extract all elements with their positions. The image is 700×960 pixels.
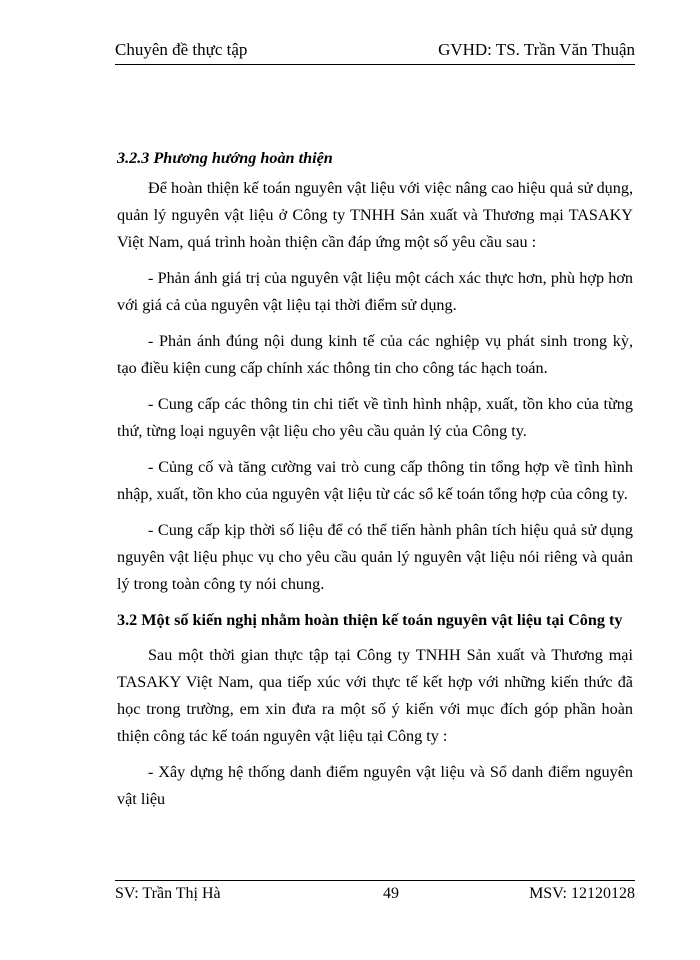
paragraph: - Cung cấp kịp thời số liệu để có thể tiến hành phân tích hiệu quả sử dụng nguyên vật liệu phục vụ cho yêu cầu quản lý nguyên vật liệu nói riêng và quản lý trong toàn công ty nói chung. — [117, 521, 633, 593]
footer-student-name: SV: Trần Thị Hà — [115, 885, 221, 902]
page-number: 49 — [383, 885, 399, 902]
paragraph: - Xây dựng hệ thống danh điểm nguyên vật liệu và Sổ danh điểm nguyên vật liệu — [117, 763, 633, 808]
paragraph: Để hoàn thiện kế toán nguyên vật liệu với việc nâng cao hiệu quả sử dụng, quản lý nguyên vật liệu ở Công ty TNHH Sản xuất và Thương mại TASAKY Việt Nam, quá trình hoàn thiện cần đáp ứng một số yêu cầu sau : — [117, 179, 633, 251]
section-heading-3-2: 3.2 Một số kiến nghị nhằm hoàn thiện kế toán nguyên vật liệu tại Công ty — [117, 611, 623, 629]
page-footer — [115, 880, 635, 909]
section-heading-3-2-3: 3.2.3 Phương hướng hoàn thiện — [117, 149, 333, 167]
page-body — [117, 145, 633, 822]
header-document-type: Chuyên đề thực tập — [115, 40, 248, 59]
paragraph: - Củng cố và tăng cường vai trò cung cấp thông tin tổng hợp về tình hình nhập, xuất, tồn kho của nguyên vật liệu từ các sổ kế toán tổng hợp của công ty. — [117, 458, 633, 503]
paragraph: Sau một thời gian thực tập tại Công ty TNHH Sản xuất và Thương mại TASAKY Việt Nam, qua tiếp xúc với thực tế kết hợp với những kiến thức đã học trong trường, em xin đưa ra một số ý kiến với mục đích góp phần hoàn thiện công tác kế toán nguyên vật liệu tại Công ty : — [117, 646, 633, 745]
page-header — [115, 40, 635, 65]
header-supervisor: GVHD: TS. Trần Văn Thuận — [438, 40, 635, 59]
paragraph: - Phản ánh đúng nội dung kinh tế của các nghiệp vụ phát sinh trong kỳ, tạo điều kiện cung cấp chính xác thông tin cho công tác hạch toán. — [117, 332, 633, 377]
paragraph: - Phản ánh giá trị của nguyên vật liệu một cách xác thực hơn, phù hợp hơn với giá cả của nguyên vật liệu tại thời điểm sử dụng. — [117, 269, 633, 314]
paragraph: - Cung cấp các thông tin chi tiết về tình hình nhập, xuất, tồn kho của từng thứ, từng loại nguyên vật liệu cho yêu cầu quản lý của Công ty. — [117, 395, 633, 440]
footer-student-id: MSV: 12120128 — [529, 885, 635, 902]
